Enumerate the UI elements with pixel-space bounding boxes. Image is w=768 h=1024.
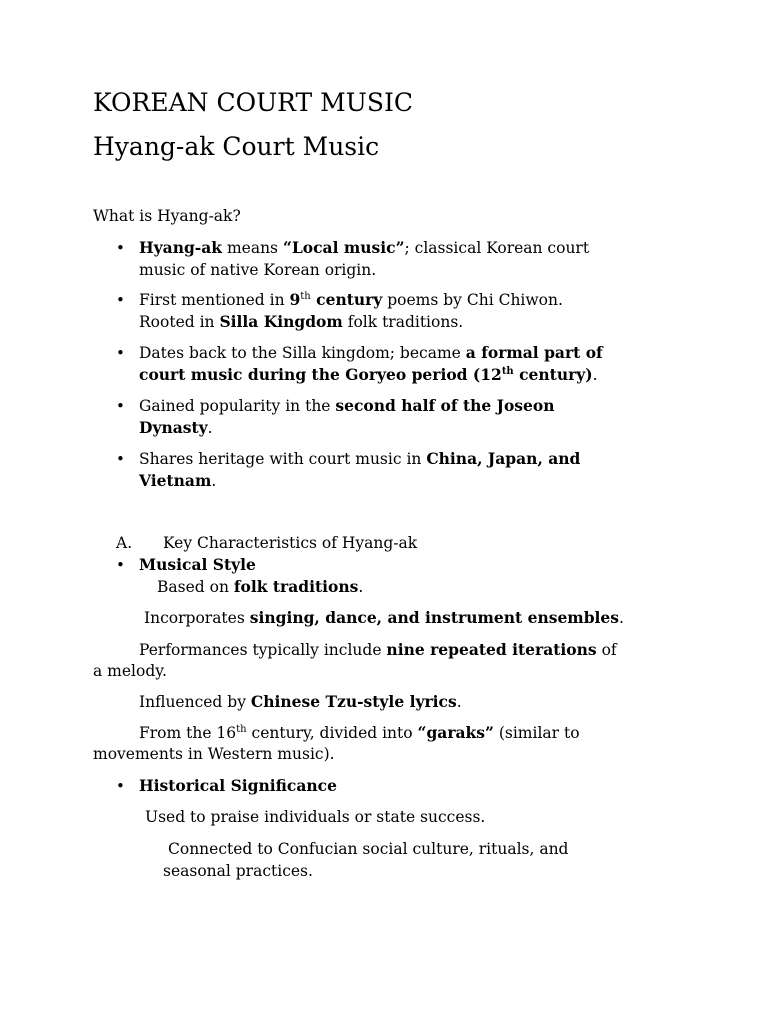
text: . <box>619 609 624 627</box>
bullet-marker: • <box>116 291 125 309</box>
bold-text: folk traditions <box>233 577 359 596</box>
section-a-heading: Key Characteristics of Hyang-ak <box>163 534 418 552</box>
bullet-2-line-2 <box>139 311 463 333</box>
document-title: KOREAN COURT MUSIC <box>93 88 413 117</box>
musical-style-p4 <box>139 691 462 713</box>
bullet-marker: • <box>116 556 125 574</box>
bullet-5-line-2 <box>139 470 216 492</box>
musical-style-p3-line-1 <box>139 639 617 661</box>
bullet-marker: • <box>116 450 125 468</box>
bold-text: Silla Kingdom <box>219 312 343 331</box>
text: century, divided into <box>246 724 418 742</box>
musical-style-p5-line-2: movements in Western music). <box>93 745 335 763</box>
bold-text: Chinese Tzu-style lyrics <box>250 692 457 711</box>
text: Dates back to the Silla kingdom; became <box>139 344 466 362</box>
musical-style-p2 <box>144 607 624 629</box>
text: of <box>596 641 617 659</box>
text: Incorporates <box>144 609 250 627</box>
superscript: th <box>236 724 247 735</box>
superscript: th <box>501 366 514 377</box>
bullet-marker: • <box>116 397 125 415</box>
bullet-1-line-1 <box>139 237 589 259</box>
text: . <box>592 366 598 384</box>
bold-text: Dynasty <box>139 418 208 437</box>
text: poems by Chi Chiwon. <box>382 291 563 309</box>
bold-text: nine repeated iterations <box>386 640 597 659</box>
bold-text: century) <box>513 365 593 384</box>
text: Shares heritage with court music in <box>139 450 427 468</box>
text: (similar to <box>493 724 580 742</box>
bullet-3-line-2 <box>139 364 598 386</box>
historical-p2-line-2: seasonal practices. <box>163 862 313 880</box>
text: . <box>207 419 213 437</box>
text: . <box>456 693 462 711</box>
document-subtitle: Hyang-ak Court Music <box>93 132 380 161</box>
bold-text: Musical Style <box>139 555 256 574</box>
bold-text: singing, dance, and instrument ensembles <box>249 608 620 627</box>
intro-question: What is Hyang-ak? <box>93 207 241 225</box>
bullet-2-line-1 <box>139 289 563 311</box>
text: means <box>222 239 283 257</box>
superscript: th <box>300 291 311 302</box>
text: . <box>211 472 217 490</box>
historical-heading <box>139 775 337 797</box>
bullet-1-line-2: music of native Korean origin. <box>139 261 377 279</box>
text: From the 16 <box>139 724 237 742</box>
bullet-marker: • <box>116 777 125 795</box>
bold-text: court music during the Goryeo period (12 <box>139 365 502 384</box>
bullet-marker: • <box>116 239 125 257</box>
text: First mentioned in <box>139 291 290 309</box>
bold-text: Historical Significance <box>139 776 337 795</box>
musical-style-p5-line-1 <box>139 722 580 744</box>
text: Gained popularity in the <box>139 397 336 415</box>
text: folk traditions. <box>342 313 464 331</box>
musical-style-heading <box>139 554 256 576</box>
musical-style-p3-line-2: a melody. <box>93 662 167 680</box>
bold-text: a formal part of <box>465 343 603 362</box>
text: Influenced by <box>139 693 251 711</box>
text: Performances typically include <box>139 641 387 659</box>
bullet-4-line-1 <box>139 395 555 417</box>
bullet-5-line-1 <box>139 448 580 470</box>
historical-p1: Used to praise individuals or state success. <box>145 808 486 826</box>
section-a-marker: A. <box>116 534 133 552</box>
text: Based on <box>157 578 234 596</box>
text: ; classical Korean court <box>404 239 590 257</box>
bold-text: 9 <box>289 290 301 309</box>
bold-text: Vietnam <box>139 471 212 490</box>
bold-text: century <box>310 290 383 309</box>
text: . <box>358 578 364 596</box>
bullet-marker: • <box>116 344 125 362</box>
text: Rooted in <box>139 313 220 331</box>
historical-p2-line-1: Connected to Confucian social culture, rituals, and <box>168 840 569 858</box>
bold-text: “garaks” <box>417 723 494 742</box>
bold-text: Hyang-ak <box>139 238 223 257</box>
bold-text: China, Japan, and <box>426 449 581 468</box>
musical-style-p1 <box>157 576 363 598</box>
bold-text: second half of the Joseon <box>335 396 555 415</box>
bold-text: “Local music” <box>282 238 405 257</box>
bullet-4-line-2 <box>139 417 213 439</box>
bullet-3-line-1 <box>139 342 603 364</box>
